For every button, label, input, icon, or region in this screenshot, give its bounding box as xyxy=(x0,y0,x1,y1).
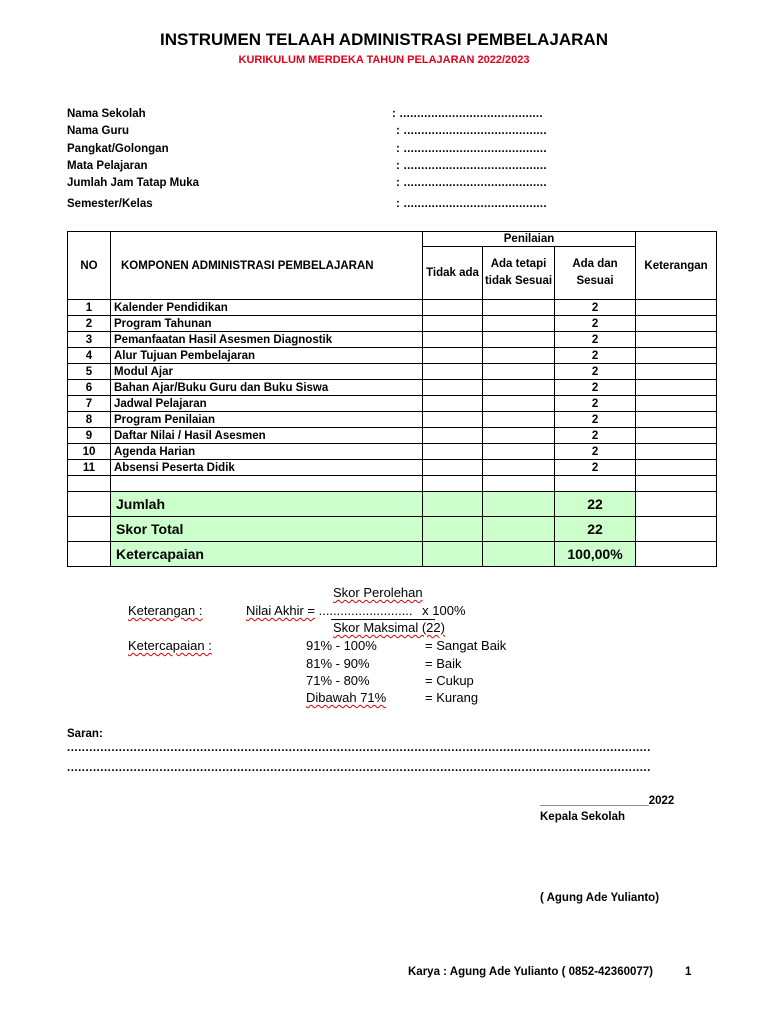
header-tidak-ada: Tidak ada xyxy=(423,247,483,300)
row-component: Jadwal Pelajaran xyxy=(111,396,423,412)
summary-row-skor-total xyxy=(68,517,717,542)
formula-numerator xyxy=(333,585,423,600)
row-number: 4 xyxy=(68,348,111,364)
info-value-semester-kelas: : ......................................... xyxy=(396,198,547,210)
row-score: 2 xyxy=(555,444,636,460)
summary-value: 22 xyxy=(555,492,636,517)
row-number: 8 xyxy=(68,412,111,428)
row-score: 2 xyxy=(555,396,636,412)
grade-range: 81% - 90% xyxy=(306,656,370,671)
table-row xyxy=(68,428,717,444)
formula-ketercapaian xyxy=(128,638,212,653)
row-component: Bahan Ajar/Buku Guru dan Buku Siswa xyxy=(111,380,423,396)
row-component: Agenda Harian xyxy=(111,444,423,460)
summary-row-ketercapaian xyxy=(68,542,717,567)
row-component: Program Tahunan xyxy=(111,316,423,332)
signature-name: ( Agung Ade Yulianto) xyxy=(540,892,660,904)
table-row xyxy=(68,364,717,380)
grade-label: = Baik xyxy=(425,656,462,671)
info-value-jam-tatap-muka: : ......................................... xyxy=(396,177,547,189)
header-keterangan: Keterangan xyxy=(636,232,717,300)
header-ada-sesuai: Ada dan Sesuai xyxy=(555,247,636,300)
summary-label: Jumlah xyxy=(111,492,423,517)
formula-denominator xyxy=(333,620,445,635)
row-number: 7 xyxy=(68,396,111,412)
info-label-nama-guru: Nama Guru xyxy=(67,125,129,137)
grade-label: = Cukup xyxy=(425,673,474,688)
saran-line-2: .............................................................................................................................................................. xyxy=(67,762,651,774)
summary-value: 22 xyxy=(555,517,636,542)
row-score: 2 xyxy=(555,300,636,316)
grade-range xyxy=(306,690,386,705)
row-component: Program Penilaian xyxy=(111,412,423,428)
row-score: 2 xyxy=(555,460,636,476)
page-number: 1 xyxy=(685,966,692,978)
info-label-jam-tatap-muka: Jumlah Jam Tatap Muka xyxy=(67,177,200,189)
row-score: 2 xyxy=(555,348,636,364)
info-value-mata-pelajaran: : ......................................... xyxy=(396,160,547,172)
summary-value: 100,00% xyxy=(555,542,636,567)
table-row xyxy=(68,396,717,412)
formula-dots: .......................... xyxy=(318,603,413,618)
row-number: 2 xyxy=(68,316,111,332)
info-label-nama-sekolah: Nama Sekolah xyxy=(67,108,146,120)
row-component: Absensi Peserta Didik xyxy=(111,460,423,476)
document-title: INSTRUMEN TELAAH ADMINISTRASI PEMBELAJARAN xyxy=(160,30,608,49)
row-number: 1 xyxy=(68,300,111,316)
table-row xyxy=(68,460,717,476)
row-number: 6 xyxy=(68,380,111,396)
header-no: NO xyxy=(68,232,111,300)
row-number: 10 xyxy=(68,444,111,460)
row-component: Kalender Pendidikan xyxy=(111,300,423,316)
row-component: Daftar Nilai / Hasil Asesmen xyxy=(111,428,423,444)
row-score: 2 xyxy=(555,380,636,396)
keterangan-label: Keterangan : xyxy=(128,603,203,618)
table-row xyxy=(68,348,717,364)
grade-label: = Kurang xyxy=(425,690,479,705)
info-label-mata-pelajaran: Mata Pelajaran xyxy=(67,160,148,172)
row-score: 2 xyxy=(555,364,636,380)
info-value-nama-sekolah: : ......................................... xyxy=(392,108,543,120)
info-value-pangkat: : ......................................... xyxy=(396,143,547,155)
header-ada-tidak-sesuai: Ada tetapi tidak Sesuai xyxy=(483,247,555,300)
saran-line-1: .............................................................................................................................................................. xyxy=(67,742,651,754)
summary-row-jumlah xyxy=(68,492,717,517)
table-row xyxy=(68,380,717,396)
formula-nilai-akhir xyxy=(246,603,466,618)
table-row-empty xyxy=(68,476,717,492)
table-row xyxy=(68,316,717,332)
grade-range: 71% - 80% xyxy=(306,673,370,688)
row-component: Modul Ajar xyxy=(111,364,423,380)
info-value-nama-guru: : ......................................... xyxy=(396,125,547,137)
row-number: 3 xyxy=(68,332,111,348)
table-row xyxy=(68,412,717,428)
signature-role: Kepala Sekolah xyxy=(540,811,626,823)
row-score: 2 xyxy=(555,412,636,428)
document-subtitle: KURIKULUM MERDEKA TAHUN PELAJARAN 2022/2023 xyxy=(238,54,530,66)
formula-denominator-text: Skor Maksimal (22) xyxy=(333,620,445,635)
grade-label: = Sangat Baik xyxy=(425,638,507,653)
info-label-pangkat: Pangkat/Golongan xyxy=(67,143,169,155)
row-number: 11 xyxy=(68,460,111,476)
footer-credit: Karya : Agung Ade Yulianto ( 0852-42360077) xyxy=(408,966,653,978)
formula-keterangan xyxy=(128,603,202,618)
summary-label: Skor Total xyxy=(111,517,423,542)
table-row xyxy=(68,300,717,316)
header-penilaian: Penilaian xyxy=(423,232,636,247)
summary-label: Ketercapaian xyxy=(111,542,423,567)
row-number: 9 xyxy=(68,428,111,444)
info-label-semester-kelas: Semester/Kelas xyxy=(67,198,153,210)
header-component: KOMPONEN ADMINISTRASI PEMBELAJARAN xyxy=(111,232,423,300)
saran-label: Saran: xyxy=(67,728,103,740)
grade-range-text: Dibawah 71% xyxy=(306,690,387,705)
assessment-table xyxy=(67,231,717,567)
row-number: 5 xyxy=(68,364,111,380)
formula-numerator-text: Skor Perolehan xyxy=(333,585,423,600)
table-row xyxy=(68,332,717,348)
row-score: 2 xyxy=(555,428,636,444)
row-component: Alur Tujuan Pembelajaran xyxy=(111,348,423,364)
row-score: 2 xyxy=(555,332,636,348)
grade-range: 91% - 100% xyxy=(306,638,377,653)
signature-date: _________________2022 xyxy=(540,795,675,807)
row-component: Pemanfaatan Hasil Asesmen Diagnostik xyxy=(111,332,423,348)
row-score: 2 xyxy=(555,316,636,332)
formula-times: x 100% xyxy=(422,603,466,618)
nilai-akhir-label: Nilai Akhir = xyxy=(246,603,315,618)
ketercapaian-label: Ketercapaian : xyxy=(128,638,212,653)
table-row xyxy=(68,444,717,460)
